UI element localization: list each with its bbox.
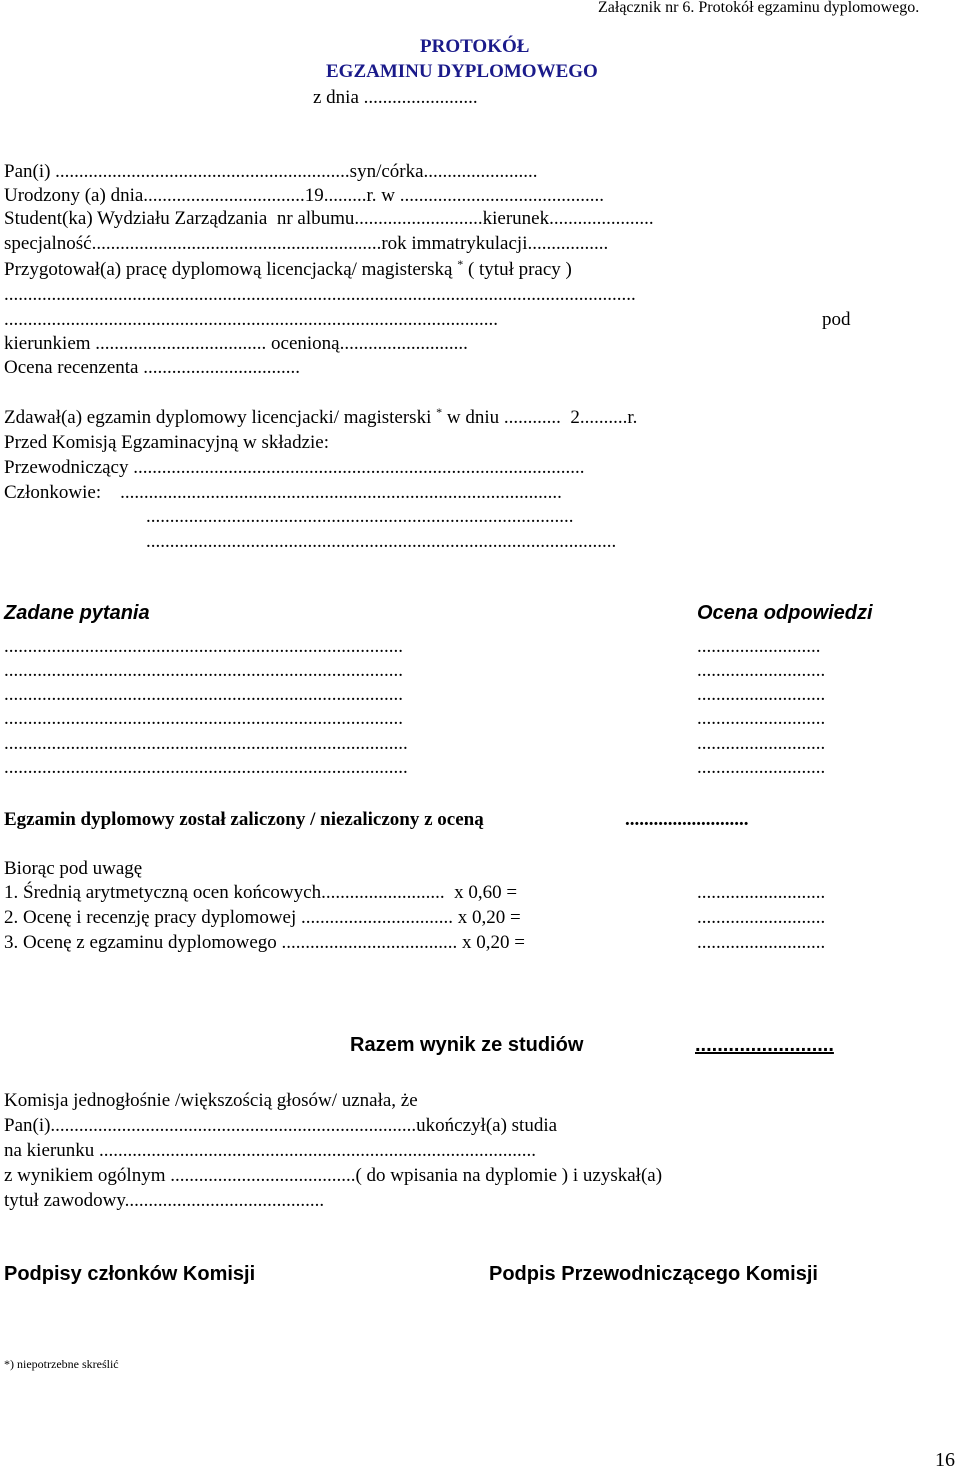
date-line: z dnia ........................ — [313, 87, 478, 108]
considering-label: Biorąc pod uwagę — [4, 858, 143, 879]
calc-item-3: 3. Ocenę z egzaminu dyplomowego ..................................... x 0,20 = — [4, 932, 525, 953]
title-exam: EGZAMINU DYPLOMOWEGO — [326, 61, 598, 82]
question-line: .................................................................................... — [4, 636, 403, 657]
exam-line: Zdawał(a) egzamin dyplomowy licencjacki/ magisterski * w dniu ............ 2..........r. — [4, 405, 638, 428]
supervisor-line: kierunkiem .................................... ocenioną........................... — [4, 333, 468, 354]
faculty-line: Student(ka) Wydziału Zarządzania nr albumu...........................kierunek...................... — [4, 208, 654, 229]
specialty-line: specjalność.............................................................rok immatrykulacji................. — [4, 233, 609, 254]
commission-line: Przed Komisją Egzaminacyjną w składzie: — [4, 432, 330, 453]
questions-header: Zadane pytania — [4, 602, 150, 624]
decision-line-1: Komisja jednogłośnie /większością głosów/ uznała, że — [4, 1090, 418, 1111]
decision-line-4: z wynikiem ogólnym .......................................( do wpisania na dyplomie ) i uzyskał(a) — [4, 1165, 663, 1186]
attachment-note: Załącznik nr 6. Protokół egzaminu dyplomowego. — [598, 0, 920, 16]
footnote: *) niepotrzebne skreślić — [4, 1357, 119, 1371]
thesis-title-dots-2: ........................................................................................................ — [4, 309, 498, 330]
members-line-2: .......................................................................................... — [146, 506, 574, 527]
page-number: 16 — [935, 1449, 955, 1471]
birth-line: Urodzony (a) dnia..................................19.........r. w ........................................... — [4, 185, 605, 206]
question-line: .................................................................................... — [4, 684, 403, 705]
answer-grade-line: ........................... — [697, 733, 826, 754]
answer-grade-line: ........................... — [697, 684, 826, 705]
thesis-line: Przygotował(a) pracę dyplomową licencjacką/ magisterską * ( tytuł pracy ) — [4, 257, 572, 280]
total-result-dots: ......................... — [695, 1034, 834, 1056]
decision-line-5: tytuł zawodowy.......................................... — [4, 1190, 325, 1211]
decision-line-2: Pan(i).............................................................................ukończył(a) studia — [4, 1115, 558, 1136]
answer-grade-line: .......................... — [697, 636, 821, 657]
answers-header: Ocena odpowiedzi — [697, 602, 873, 624]
chair-signature: Podpis Przewodniczącego Komisji — [489, 1263, 818, 1285]
pod-word: pod — [822, 309, 851, 330]
title-protocol: PROTOKÓŁ — [420, 36, 530, 57]
total-result-label: Razem wynik ze studiów — [350, 1034, 584, 1056]
calc-item-1-value: ........................... — [697, 882, 826, 903]
answer-grade-line: ........................... — [697, 660, 826, 681]
thesis-title-dots: ..................................................................................................................................... — [4, 284, 636, 305]
exam-grade-dots: .......................... — [625, 809, 749, 830]
question-line: .................................................................................... — [4, 708, 403, 729]
calc-item-2-value: ........................... — [697, 907, 826, 928]
answer-grade-line: ........................... — [697, 708, 826, 729]
reviewer-line: Ocena recenzenta ................................. — [4, 357, 300, 378]
members-signatures: Podpisy członków Komisji — [4, 1263, 256, 1285]
exam-passed-line: Egzamin dyplomowy został zaliczony / niezaliczony z oceną — [4, 809, 484, 830]
question-line: ..................................................................................... — [4, 757, 408, 778]
answer-grade-line: ........................... — [697, 757, 826, 778]
members-line-1: Członkowie: ............................................................................................. — [4, 482, 562, 503]
student-name-line: Pan(i) ..............................................................syn/córka........................ — [4, 161, 538, 182]
calc-item-1: 1. Średnią arytmetyczną ocen końcowych.......................... x 0,60 = — [4, 882, 518, 903]
chair-line: Przewodniczący ............................................................................................... — [4, 457, 585, 478]
decision-line-3: na kierunku ............................................................................................ — [4, 1140, 536, 1161]
members-line-3: ................................................................................................... — [146, 531, 617, 552]
question-line: .................................................................................... — [4, 660, 403, 681]
calc-item-2: 2. Ocenę i recenzję pracy dyplomowej ................................ x 0,20 = — [4, 907, 521, 928]
question-line: ..................................................................................... — [4, 733, 408, 754]
calc-item-3-value: ........................... — [697, 932, 826, 953]
